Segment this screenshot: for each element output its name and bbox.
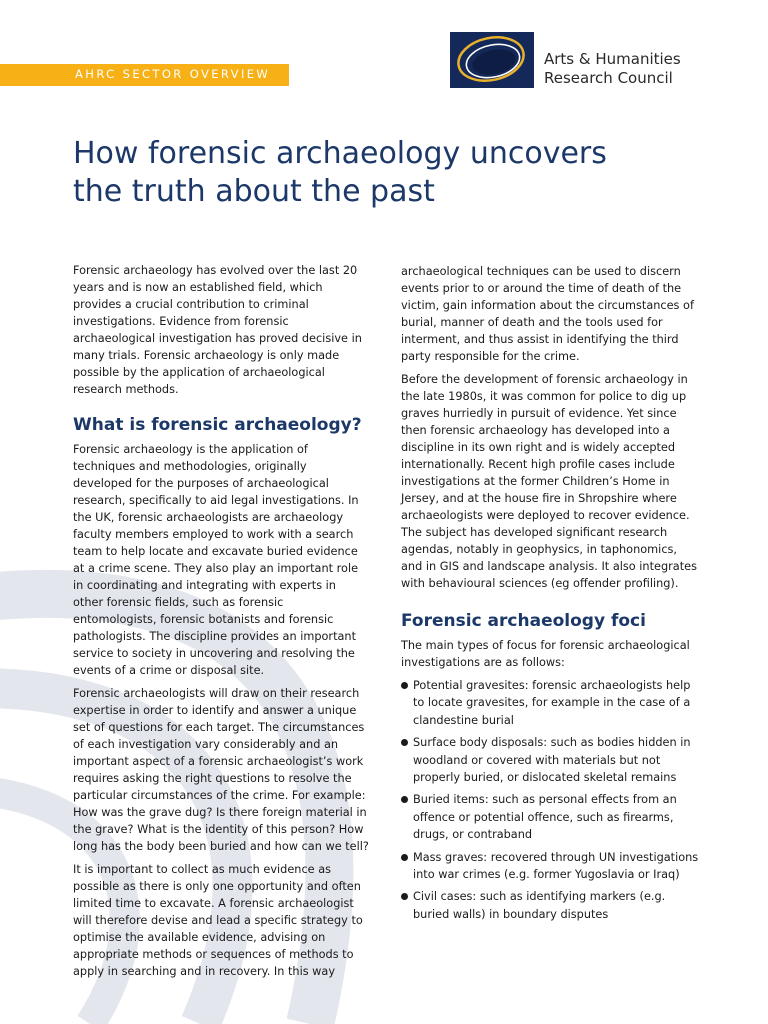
list-item: Potential gravesites: forensic archaeologists help to locate gravesites, for example in the case of a clandestine burial: [401, 677, 701, 729]
list-item: Civil cases: such as identifying markers (e.g. buried walls) in boundary disputes: [401, 888, 701, 923]
org-name-line2: Research Council: [544, 69, 673, 87]
page-title: [73, 135, 693, 211]
what-is-paragraph-3: It is important to collect as much evidence as possible as there is only one opportunity and often limited time to excavate. A forensic archaeologist will therefore devise and lead a specific strategy to optimise the available evidence, advising on appropriate methods or sequences of methods to apply in searching and in recovery. In this way: [73, 863, 363, 978]
foci-list: [401, 677, 701, 923]
right-column: [401, 263, 701, 928]
logo-ring-icon: [450, 32, 534, 88]
list-item: Surface body disposals: such as bodies hidden in woodland or covered with materials but not properly buried, or dislocated skeletal remains: [401, 734, 701, 786]
list-item: Mass graves: recovered through UN investigations into war crimes (e.g. former Yugoslavia or Iraq): [401, 849, 701, 884]
title-line2: the truth about the past: [73, 174, 435, 209]
foci-intro: The main types of focus for forensic archaeological investigations are as follows:: [401, 639, 690, 669]
ahrc-logo-mark: [450, 32, 534, 88]
intro-paragraph: Forensic archaeology has evolved over the last 20 years and is now an established field, which provides a crucial contribution to criminal investigations. Evidence from forensic archaeological investigation has proved decisive in many trials. Forensic archaeology is only made possible by the application of archaeological research methods.: [73, 264, 362, 396]
list-item: Buried items: such as personal effects from an offence or potential offence, such as firearms, drugs, or contraband: [401, 791, 701, 843]
continuation-paragraph: archaeological techniques can be used to discern events prior to or around the time of death of the victim, gain information about the circumstances of burial, manner of death and the tools used for interment, and thus assist in identifying the third party responsible for the crime.: [401, 265, 694, 363]
history-paragraph: Before the development of forensic archaeology in the late 1980s, it was common for police to dig up graves hurriedly in pursuit of evidence. Yet since then forensic archaeology has developed into a discipline in its own right and is widely accepted internationally. Recent high profile cases include investigations at the former Children’s Home in Jersey, and at the house fire in Shropshire where archaeologists were deployed to recover evidence. The subject has developed significant research agendas, notably in geophysics, in taphonomics, and in GIS and landscape analysis. It also integrates with behavioural sciences (eg offender profiling).: [401, 373, 697, 590]
sector-label: AHRC SECTOR OVERVIEW: [75, 67, 271, 81]
what-is-paragraph-1: Forensic archaeology is the application of techniques and methodologies, originally developed for the purposes of archaeological research, specifically to aid legal investigations. In the UK, forensic archaeologists are archaeology faculty members employed to work with a search team to help locate and excavate buried evidence at a crime scene. They also play an important role in coordinating and integrating with experts in other forensic fields, such as forensic entomologists, forensic botanists and forensic pathologists. The discipline provides an important service to society in uncovering and resolving the events of a crime or disposal site.: [73, 443, 359, 677]
org-name-line1: Arts & Humanities: [544, 50, 681, 68]
section-heading-foci: Forensic archaeology foci: [401, 611, 646, 631]
left-column: [73, 262, 369, 986]
org-name: [544, 50, 744, 88]
what-is-paragraph-2: Forensic archaeologists will draw on their research expertise in order to identify and answer a unique set of questions for each target. The circumstances of each investigation vary considerably and an important aspect of a forensic archaeologist’s work requires asking the right questions to resolve the particular circumstances of the crime. For example: How was the grave dug? Is there foreign material in the grave? What is the identity of this person? How long has the body been buried and how can we tell?: [73, 687, 369, 853]
section-heading-what-is: What is forensic archaeology?: [73, 415, 362, 435]
title-line1: How forensic archaeology uncovers: [73, 136, 607, 171]
